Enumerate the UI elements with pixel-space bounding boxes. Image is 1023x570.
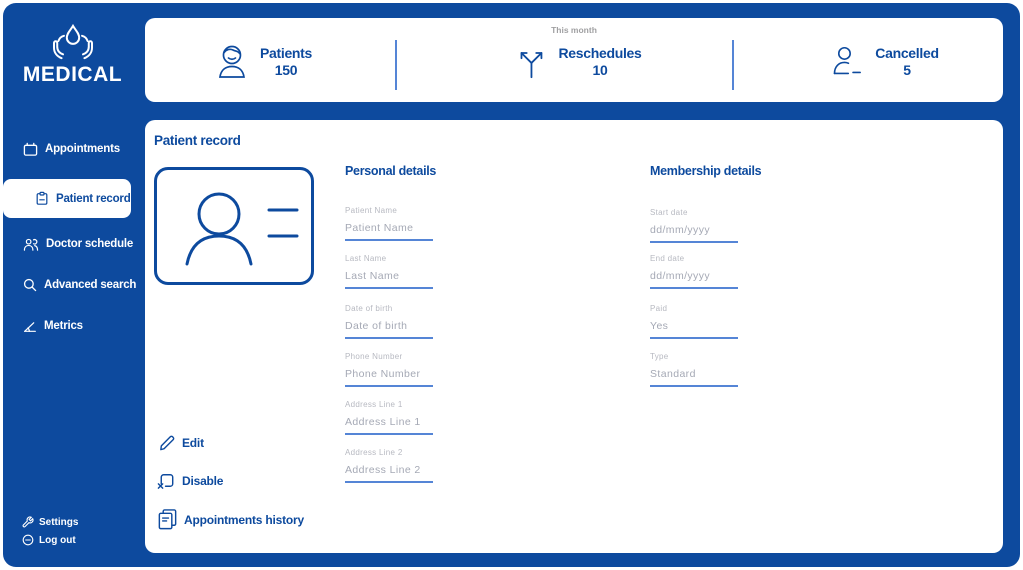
patient-name-field[interactable] <box>345 206 433 241</box>
field-input[interactable]: Date of birth <box>345 320 433 339</box>
field-input[interactable]: Phone Number <box>345 368 433 387</box>
field-input[interactable]: Last Name <box>345 270 433 289</box>
person-minus-icon <box>829 42 867 82</box>
app-window <box>3 3 1020 567</box>
sidebar-item-patient-records[interactable] <box>3 179 137 218</box>
field-input[interactable]: dd/mm/yyyy <box>650 224 738 243</box>
sidebar-item-label: Doctor schedule <box>46 238 134 250</box>
clipboard-icon <box>35 191 49 206</box>
type-field[interactable] <box>650 352 738 387</box>
angle-metrics-icon <box>23 320 37 333</box>
field-label: Address Line 2 <box>345 448 403 457</box>
stat-value: 150 <box>274 62 298 78</box>
stat-patients <box>212 42 312 82</box>
sidebar-item-label: Appointments <box>45 143 120 155</box>
address-line-1-field[interactable] <box>345 400 433 435</box>
field-label: Patient Name <box>345 206 398 215</box>
stat-label: Reschedules <box>558 44 642 61</box>
field-label: Paid <box>650 304 668 313</box>
stat-text <box>558 45 641 80</box>
action-label: Edit <box>182 435 204 450</box>
sidebar-item-metrics[interactable] <box>3 314 83 338</box>
stats-divider <box>732 40 734 90</box>
field-label: Last Name <box>345 254 387 263</box>
documents-icon <box>156 508 179 532</box>
membership-details-heading: Membership details <box>650 164 762 178</box>
page-title: Patient record <box>154 133 241 148</box>
field-label: Phone Number <box>345 352 403 361</box>
sidebar-item-label: Advanced search <box>44 279 137 291</box>
brand-logo <box>3 23 142 87</box>
calendar-icon <box>23 142 38 157</box>
sidebar-item-advanced-search[interactable] <box>3 273 136 297</box>
field-input[interactable]: Address Line 2 <box>345 464 433 483</box>
split-arrows-icon <box>512 42 550 82</box>
hands-droplet-icon <box>47 23 99 61</box>
end-date-field[interactable] <box>650 254 738 289</box>
action-label: Disable <box>182 473 224 488</box>
stat-label: Patients <box>259 44 313 61</box>
action-label: Appointments history <box>184 513 305 527</box>
date-of-birth-field[interactable] <box>345 304 433 339</box>
search-icon <box>23 278 37 292</box>
minus-circle-icon <box>22 534 34 546</box>
field-label: Date of birth <box>345 304 393 313</box>
footer-item-label: Log out <box>39 534 76 546</box>
patient-face-icon <box>212 42 252 82</box>
period-label: This month <box>551 25 597 35</box>
field-input[interactable]: Standard <box>650 368 738 387</box>
sidebar <box>3 3 142 567</box>
paid-field[interactable] <box>650 304 738 339</box>
address-line-2-field[interactable] <box>345 448 433 483</box>
sidebar-item-doctor-schedule[interactable] <box>3 232 133 256</box>
stat-label: Cancelled <box>875 44 939 61</box>
stat-text <box>875 45 938 80</box>
field-input[interactable]: Address Line 1 <box>345 416 433 435</box>
last-name-field[interactable] <box>345 254 433 289</box>
stat-value: 10 <box>592 62 608 78</box>
disable-button[interactable] <box>156 470 223 491</box>
field-input[interactable]: Yes <box>650 320 738 339</box>
edit-button[interactable] <box>158 433 204 452</box>
person-card-icon <box>157 170 311 282</box>
patient-avatar-card <box>154 167 314 285</box>
people-icon <box>23 237 39 252</box>
sidebar-item-label: Metrics <box>44 320 83 332</box>
sidebar-item-settings[interactable] <box>3 516 78 528</box>
start-date-field[interactable] <box>650 208 738 243</box>
sidebar-item-appointments[interactable] <box>3 137 120 161</box>
wrench-icon <box>22 516 34 528</box>
pencil-icon <box>158 433 177 452</box>
stat-value: 5 <box>903 62 911 78</box>
stat-cancelled <box>829 42 938 82</box>
field-input[interactable]: dd/mm/yyyy <box>650 270 738 289</box>
field-label: Start date <box>650 208 688 217</box>
sidebar-item-logout[interactable] <box>3 534 76 546</box>
field-label: Type <box>650 352 669 361</box>
appointments-history-button[interactable] <box>156 508 304 532</box>
patient-record-panel <box>145 120 1003 553</box>
footer-item-label: Settings <box>39 516 79 528</box>
personal-details-heading: Personal details <box>345 164 437 178</box>
phone-number-field[interactable] <box>345 352 433 387</box>
field-label: Address Line 1 <box>345 400 403 409</box>
stat-reschedules <box>512 42 641 82</box>
brand-name: MEDICAL <box>22 63 123 86</box>
box-x-icon <box>156 470 177 491</box>
field-input[interactable]: Patient Name <box>345 222 433 241</box>
stat-text <box>260 45 312 80</box>
stats-card <box>145 18 1003 102</box>
field-label: End date <box>650 254 685 263</box>
sidebar-item-label: Patient records <box>56 192 137 205</box>
stats-divider <box>395 40 397 90</box>
